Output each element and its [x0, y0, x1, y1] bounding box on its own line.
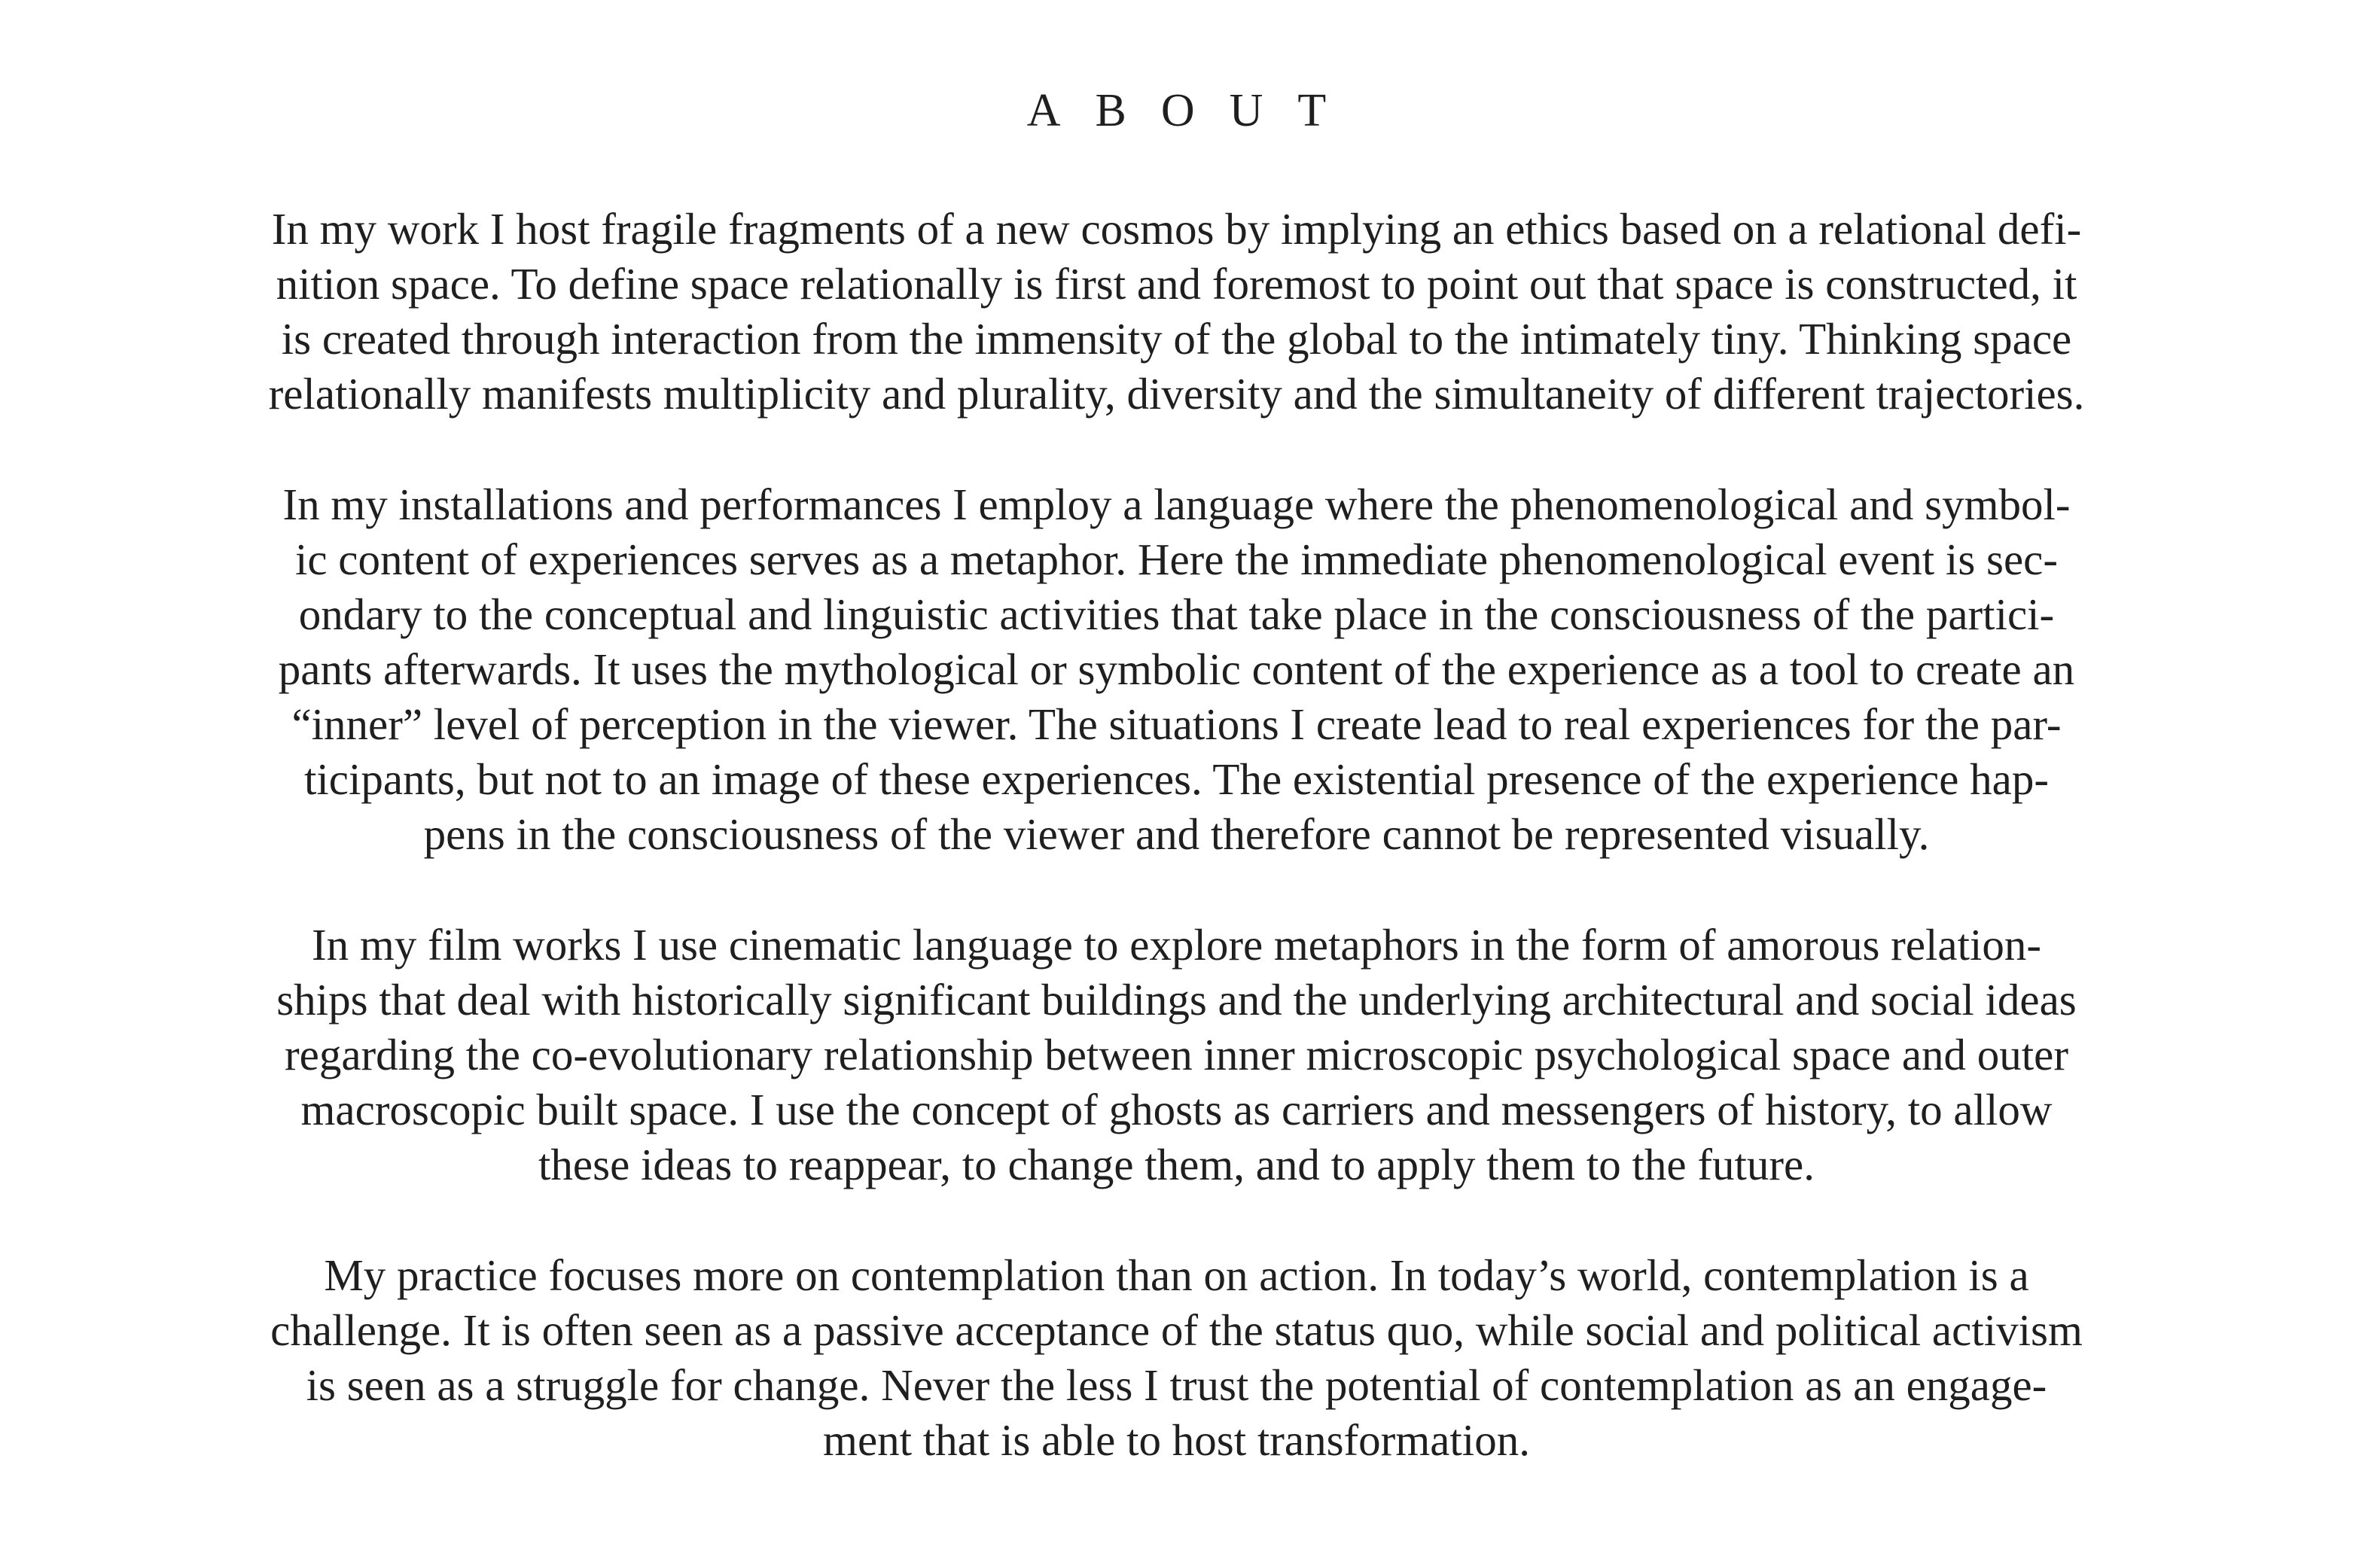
text-line: In my film works I use cinematic language to explore metaphors in the form of amorous relation- [311, 920, 2042, 970]
paragraph-installations [0, 477, 2353, 862]
text-line: “inner” level of perception in the viewer. The situations I create lead to real experiences for the par- [291, 699, 2062, 749]
text-line: relationally manifests multiplicity and plurality, diversity and the simultaneity of different trajectories. [268, 369, 2085, 419]
text-line: ticipants, but not to an image of these experiences. The existential presence of the experience hap- [303, 754, 2050, 804]
text-line: ic content of experiences serves as a metaphor. Here the immediate phenomenological event is sec- [294, 534, 2059, 584]
page-title: ABOUT [1026, 85, 1361, 136]
paragraph-film-works [0, 918, 2353, 1192]
paragraph-contemplation [0, 1248, 2353, 1468]
text-line: ondary to the conceptual and linguistic activities that take place in the consciousness of the partici- [298, 589, 2055, 639]
text-line: In my work I host fragile fragments of a new cosmos by implying an ethics based on a relational defi- [271, 204, 2082, 254]
text-line: regarding the co-evolutionary relationship between inner microscopic psychological space and outer [285, 1030, 2068, 1079]
text-line: pants afterwards. It uses the mythological or symbolic content of the experience as a tool to create an [278, 644, 2075, 694]
text-line: ment that is able to host transformation. [823, 1415, 1530, 1465]
text-line: is created through interaction from the immensity of the global to the intimately tiny. Thinking space [281, 314, 2072, 364]
text-line: challenge. It is often seen as a passive acceptance of the status quo, while social and political activism [270, 1305, 2083, 1355]
text-line: nition space. To define space relationally is first and foremost to point out that space is constructed, it [276, 259, 2077, 309]
text-line: these ideas to reappear, to change them, and to apply them to the future. [538, 1140, 1815, 1189]
text-line: macroscopic built space. I use the concept of ghosts as carriers and messengers of history, to allow [300, 1085, 2053, 1134]
paragraph-relational-space [0, 202, 2353, 422]
text-line: My practice focuses more on contemplation than on action. In today’s world, contemplation is a [324, 1250, 2029, 1300]
text-line: In my installations and performances I employ a language where the phenomenological and symbol- [282, 480, 2071, 529]
text-line: pens in the consciousness of the viewer and therefore cannot be represented visually. [423, 809, 1930, 859]
text-line: ships that deal with historically significant buildings and the underlying architectural and social ideas [276, 975, 2077, 1025]
text-line: is seen as a struggle for change. Never the less I trust the potential of contemplation as an engage- [306, 1360, 2047, 1410]
